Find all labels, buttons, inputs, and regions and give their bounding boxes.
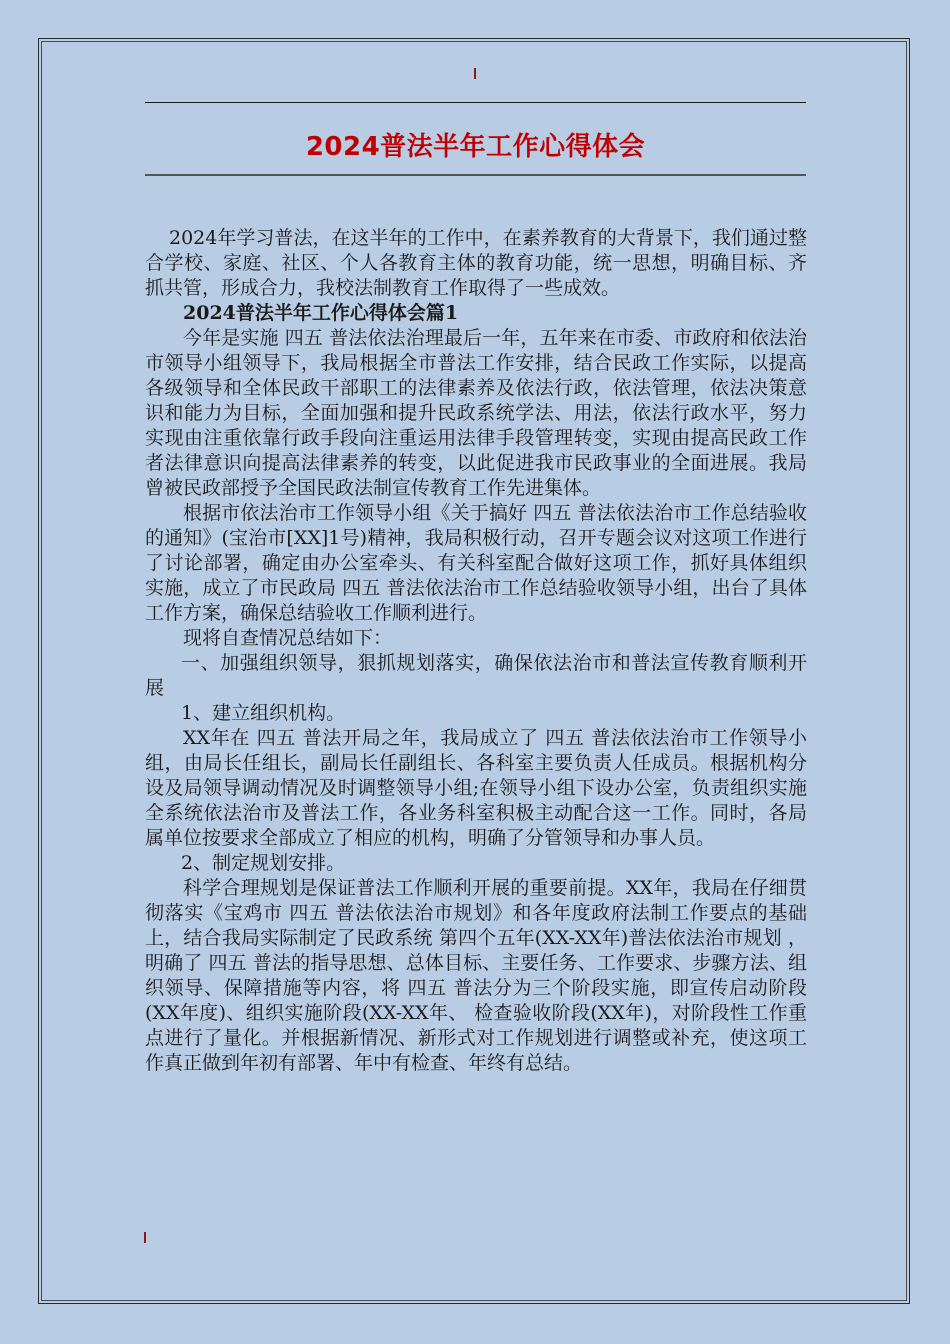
body-paragraph: 现将自查情况总结如下： [183, 627, 393, 649]
subsection-heading: 一、加强组织领导，狠抓规划落实，确保依法治市和普法宣传教育顺利开展 [145, 652, 807, 699]
body-paragraph: XX年在 四五 普法开局之年，我局成立了 四五 普法依法治市工作领导小组，由局长任组长，副局长任副组长、各科室主要负责人任成员。根据机构分设及局领导调动情况及时调整领导小组;在领导小组下设办公室，负责组织实施全系统依法治市及普法工作，各业务科室积极主动配合这一工作。同时，各局属单位按要求全部成立了相应的机构，明确了分管领导和办事人员。 [145, 727, 807, 849]
body-paragraph: 今年是实施 四五 普法依法治理最后一年，五年来在市委、市政府和依法治市领导小组领导下，我局根据全市普法工作安排，结合民政工作实际，以提高各级领导和全体民政干部职工的法律素养及依法行政，依法管理，依法决策意识和能力为目标，全面加强和提升民政系统学法、用法，依法行政水平，努力实现由注重依靠行政手段向注重运用法律手段管理转变，实现由提高民政工作者法律意识向提高法律素养的转变，以此促进我市民政事业的全面进展。我局曾被民政部授予全国民政法制宣传教育工作先进集体。 [145, 327, 807, 499]
list-item-heading: 1、建立组织机构。 [181, 702, 346, 724]
document-title: 2024普法半年工作心得体会 [305, 132, 646, 162]
header-cursor-mark [474, 68, 476, 79]
intro-paragraph: 2024年学习普法，在这半年的工作中，在素养教育的大背景下，我们通过整合学校、家庭、社区、个人各教育主体的教育功能，统一思想，明确目标、齐抓共管，形成合力，我校法制教育工作取得了一些成效。 [145, 227, 807, 299]
body-paragraph: 根据市依法治市工作领导小组《关于搞好 四五 普法依法治市工作总结验收的通知》(宝治市[XX]1号)精神，我局积极行动，召开专题会议对这项工作进行了讨论部署，确定由办公室牵头、有关科室配合做好这项工作，抓好具体组织实施，成立了市民政局 四五 普法依法治市工作总结验收领导小组，出台了具体工作方案，确保总结验收工作顺利进行。 [145, 502, 807, 624]
body-paragraph: 科学合理规划是保证普法工作顺利开展的重要前提。XX年，我局在仔细贯彻落实《宝鸡市 四五 普法依法治市规划》和各年度政府法制工作要点的基础上，结合我局实际制定了民政系统 第四个五年(XX-XX年)普法依法治市规划 ，明确了 四五 普法的指导思想、总体目标、主要任务、工作要求、步骤方法、组织领导、保障措施等内容，将 四五 普法分为三个阶段实施，即宣传启动阶段(XX年度)、组织实施阶段(XX-XX年、 检查验收阶段(XX年)，对阶段性工作重点进行了量化。并根据新情况、新形式对工作规划进行调整或补充，使这项工作真正做到年初有部署、年中有检查、年终有总结。 [145, 877, 807, 1074]
footer-cursor-mark [144, 1232, 146, 1243]
list-item-heading: 2、制定规划安排。 [181, 852, 346, 874]
header-rule [145, 102, 806, 103]
section-heading: 2024普法半年工作心得体会篇1 [183, 302, 459, 324]
title-underline [145, 174, 806, 176]
document-body [145, 226, 807, 1076]
